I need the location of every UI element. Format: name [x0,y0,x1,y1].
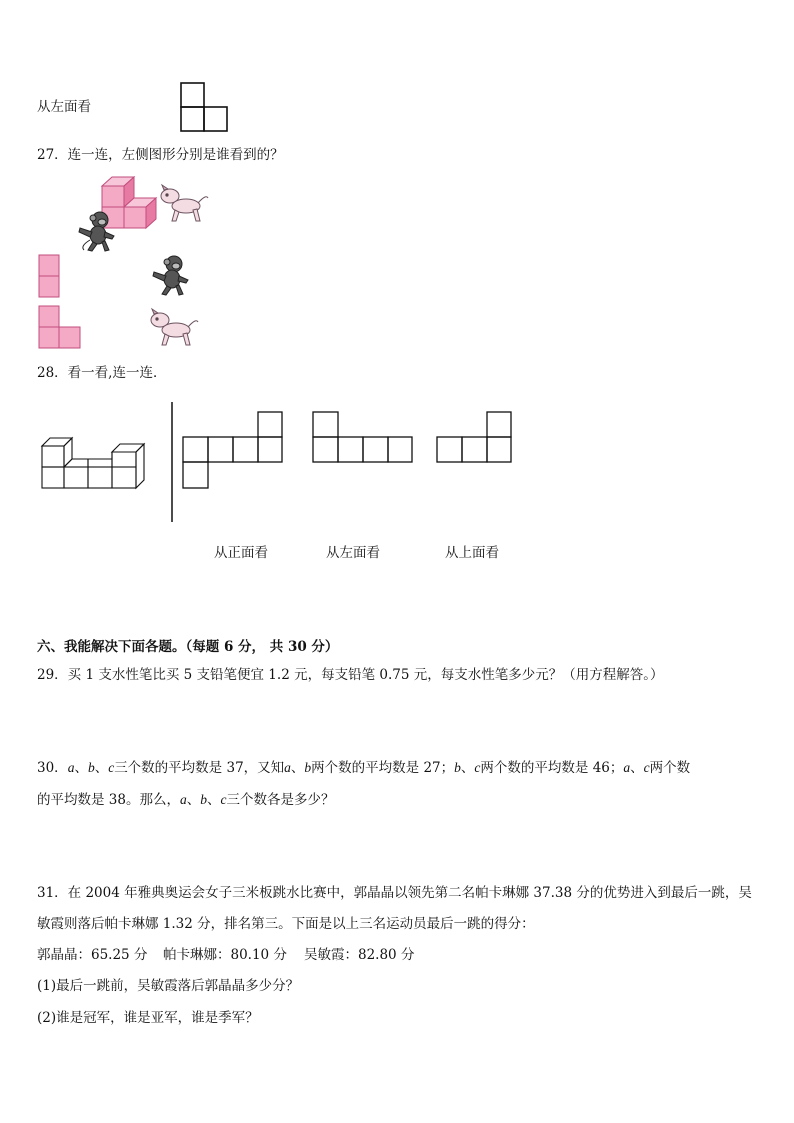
score-wu: 吴敏霞：82.80 分 [304,947,415,963]
question-28: 28．看一看,连一连． [37,365,167,381]
label-top-view: 从上面看 [445,545,499,561]
question-29: 29．买 1 支水性笔比买 5 支铅笔便宜 1.2 元，每支铅笔 0.75 元，每支水性笔多少元？（用方程解答。） [37,667,664,683]
view-figure-2 [312,411,416,467]
question-31-line-1: 31．在 2004 年雅典奥运会女子三米板跳水比赛中，郭晶晶以领先第二名帕卡琳娜 37.38 分的优势进入到最后一跳，吴 [37,885,752,901]
dog-icon [160,186,210,224]
question-27: 27．连一连，左侧图形分别是谁看到的？ [37,147,284,163]
question-30-line-1: 30．a、b、c三个数的平均数是 37，又知a、b两个数的平均数是 27；b、c两个数的平均数是 46；a、c两个数 [37,760,691,776]
cube-figure-3d [40,436,158,492]
left-view-figure [180,82,230,134]
label-front-view: 从正面看 [214,545,268,561]
view-figure-1 [182,411,286,491]
monkey-icon [152,254,192,296]
label-left-view: 从左面看 [326,545,380,561]
option-a-figure [38,254,62,300]
view-figure-3 [436,411,516,467]
question-31-sub-2: (2)谁是冠军，谁是亚军，谁是季军？ [37,1010,259,1026]
question-31-line-2: 敏霞则落后帕卡琳娜 1.32 分，排名第三。下面是以上三名运动员最后一跳的得分： [37,916,535,932]
monkey-icon [78,210,118,252]
score-guo: 郭晶晶：65.25 分 [37,947,148,963]
question-30-line-2: 的平均数是 38。那么，a、b、c三个数各是多少？ [37,792,335,808]
divider-line [170,402,174,524]
left-view-label: 从左面看 [37,99,91,115]
dog-icon [150,310,200,348]
question-31-sub-1: (1)最后一跳前，吴敏霞落后郭晶晶多少分？ [37,978,300,994]
option-b-figure [38,305,84,351]
score-pakalina: 帕卡琳娜：80.10 分 [163,947,287,963]
section-6-title: 六、我能解决下面各题。（每题 6 分， 共 30 分） [37,639,339,655]
